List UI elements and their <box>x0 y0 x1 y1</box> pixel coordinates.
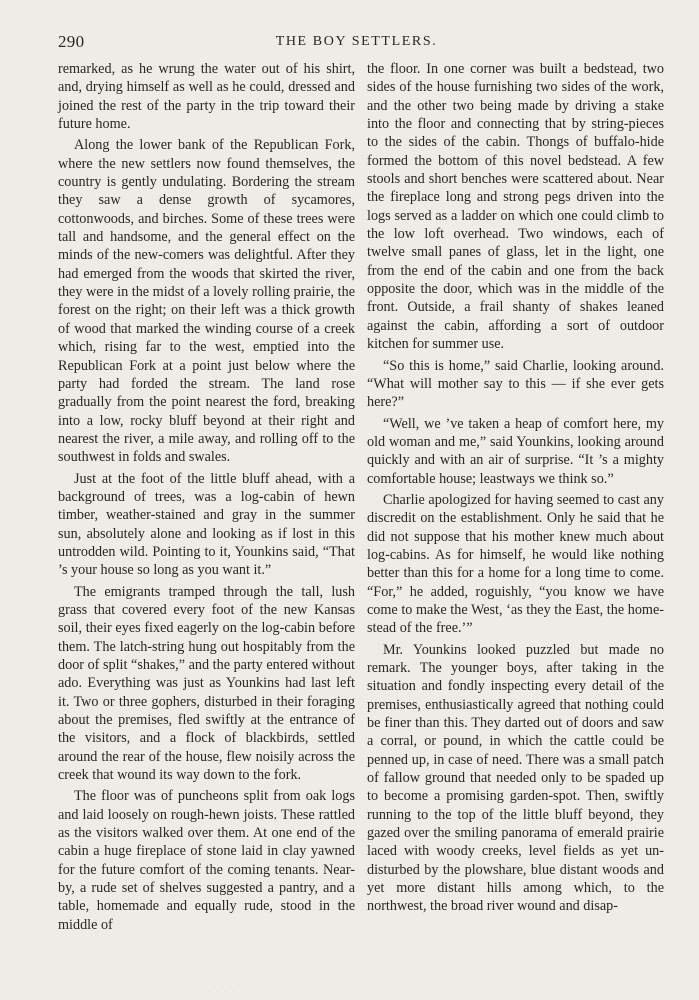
left-column <box>58 60 355 934</box>
paragraph: The floor was of puncheons split from oak logs and laid loosely on rough-hewn joists. These rattled as the visitors walked over them. At one end of the cabin a huge fireplace of stone laid in clay yawned for the future comfort of the coming tenants. Near-by, a rude set of shelves suggested a pantry, and a table, homemade and equally rude, stood in the middle of <box>58 788 355 933</box>
paragraph: remarked, as he wrung the water out of his shirt, and, drying himself as well as he could, dressed and joined the rest of the party in the trip toward their future home. <box>58 61 355 133</box>
bleed-through-mark: · · · · <box>208 988 237 996</box>
paragraph: The emigrants tramped through the tall, lush grass that covered every foot of the new Kansas soil, their eyes fixed eagerly on the log-cabin before them. The latch-string hung out hospitably from the door of split “shakes,” and the party entered without ado. Everything was just as Younkins had last left it. Two or three gophers, disturbed in their foraging about the premises, fled swiftly at the entrance of the visitors, and a flock of blackbirds, settled around the rear of the house, flew noisily across the creek that wound its way down to the fork. <box>58 583 355 784</box>
paragraph: Mr. Younkins looked puzzled but made no remark. The younger boys, after taking in the situation and fondly inspecting every detail of the premises, enthusiastically agreed that nothing could be finer than this. They darted out of doors and saw a corral, or pound, in which the cattle could be penned up, in case of need. There was a small patch of fallow ground that needed only to be spaded up to become a promising garden-spot. Then, swiftly running to the top of the little bluff beyond, they gazed over the smiling panorama of emerald prairie laced with woody creeks, level fields as yet undisturbed by the plowshare, blue distant woods and yet more distant hills among which, to the northwest, the broad river wound and disap- <box>367 641 664 915</box>
running-head: THE BOY SETTLERS. <box>275 34 438 49</box>
paragraph: “Well, we ’ve taken a heap of comfort here, my old woman and me,” said Younkins, looking around quickly and with an air of surprise. “It ’s a mighty comfortable house; leastways we think so.” <box>367 415 664 487</box>
paragraph: Along the lower bank of the Republican Fork, where the new settlers now found themselves, the country is gently undulating. Bordering the stream they saw a dense growth of sycamores, cottonwoods, and birches. Some of these trees were tall and handsome, and the general effect on the minds of the new-comers was delightful. After they had emerged from the woods that skirted the river, they were in the midst of a lovely rolling prairie, the forest on the right; on their left was a thick growth of wood that marked the winding course of a creek which, rising far to the west, emptied into the Republican Fork at a point just below where the party had forded the stream. The land rose gradually from the point nearest the ford, breaking into a low, rocky bluff beyond at their right and nearest the river, a mile away, and rolling off to the southwest in folds and swales. <box>58 137 355 466</box>
paragraph: Just at the foot of the little bluff ahead, with a background of trees, was a log-cabin of hewn timber, weather-stained and gray in the summer sun, absolutely alone and looking as if lost in this untrodden wild. Pointing to it, Younkins said, “That ’s your house so long as you want it.” <box>58 470 355 579</box>
right-column <box>367 60 664 916</box>
paragraph: the floor. In one corner was built a bedstead, two sides of the house furnishing two sides of the work, and the other two being made by driving a stake into the floor and connecting that by string-pieces to the sides of the cabin. Thongs of buffalo-hide formed the bottom of this novel bedstead. A few stools and short benches were scattered about. Near the fireplace long and strong pegs driven into the logs served as a ladder on which one could climb to the low loft overhead. Two windows, each of twelve small panes of glass, let in the light, one from the end of the cabin and one from the back opposite the door, which was in the middle of the front. Outside, a frail shanty of shakes leaned against the cabin, affording a sort of outdoor kitchen for summer use. <box>367 61 664 353</box>
page-number: 290 <box>58 32 85 51</box>
page-header <box>58 32 655 54</box>
paragraph: Charlie apologized for having seemed to cast any discredit on the establishment. Only he said that he did not suppose that his mother knew much about log-cabins. As for himself, he would like nothing better than this for a home for a long time to come. “For,” he added, roguishly, “you know we have come to make the West, ‘as they the East, the homestead of the free.’” <box>367 491 664 637</box>
paragraph: “So this is home,” said Charlie, looking around. “What will mother say to this — if she ever gets here?” <box>367 357 664 411</box>
